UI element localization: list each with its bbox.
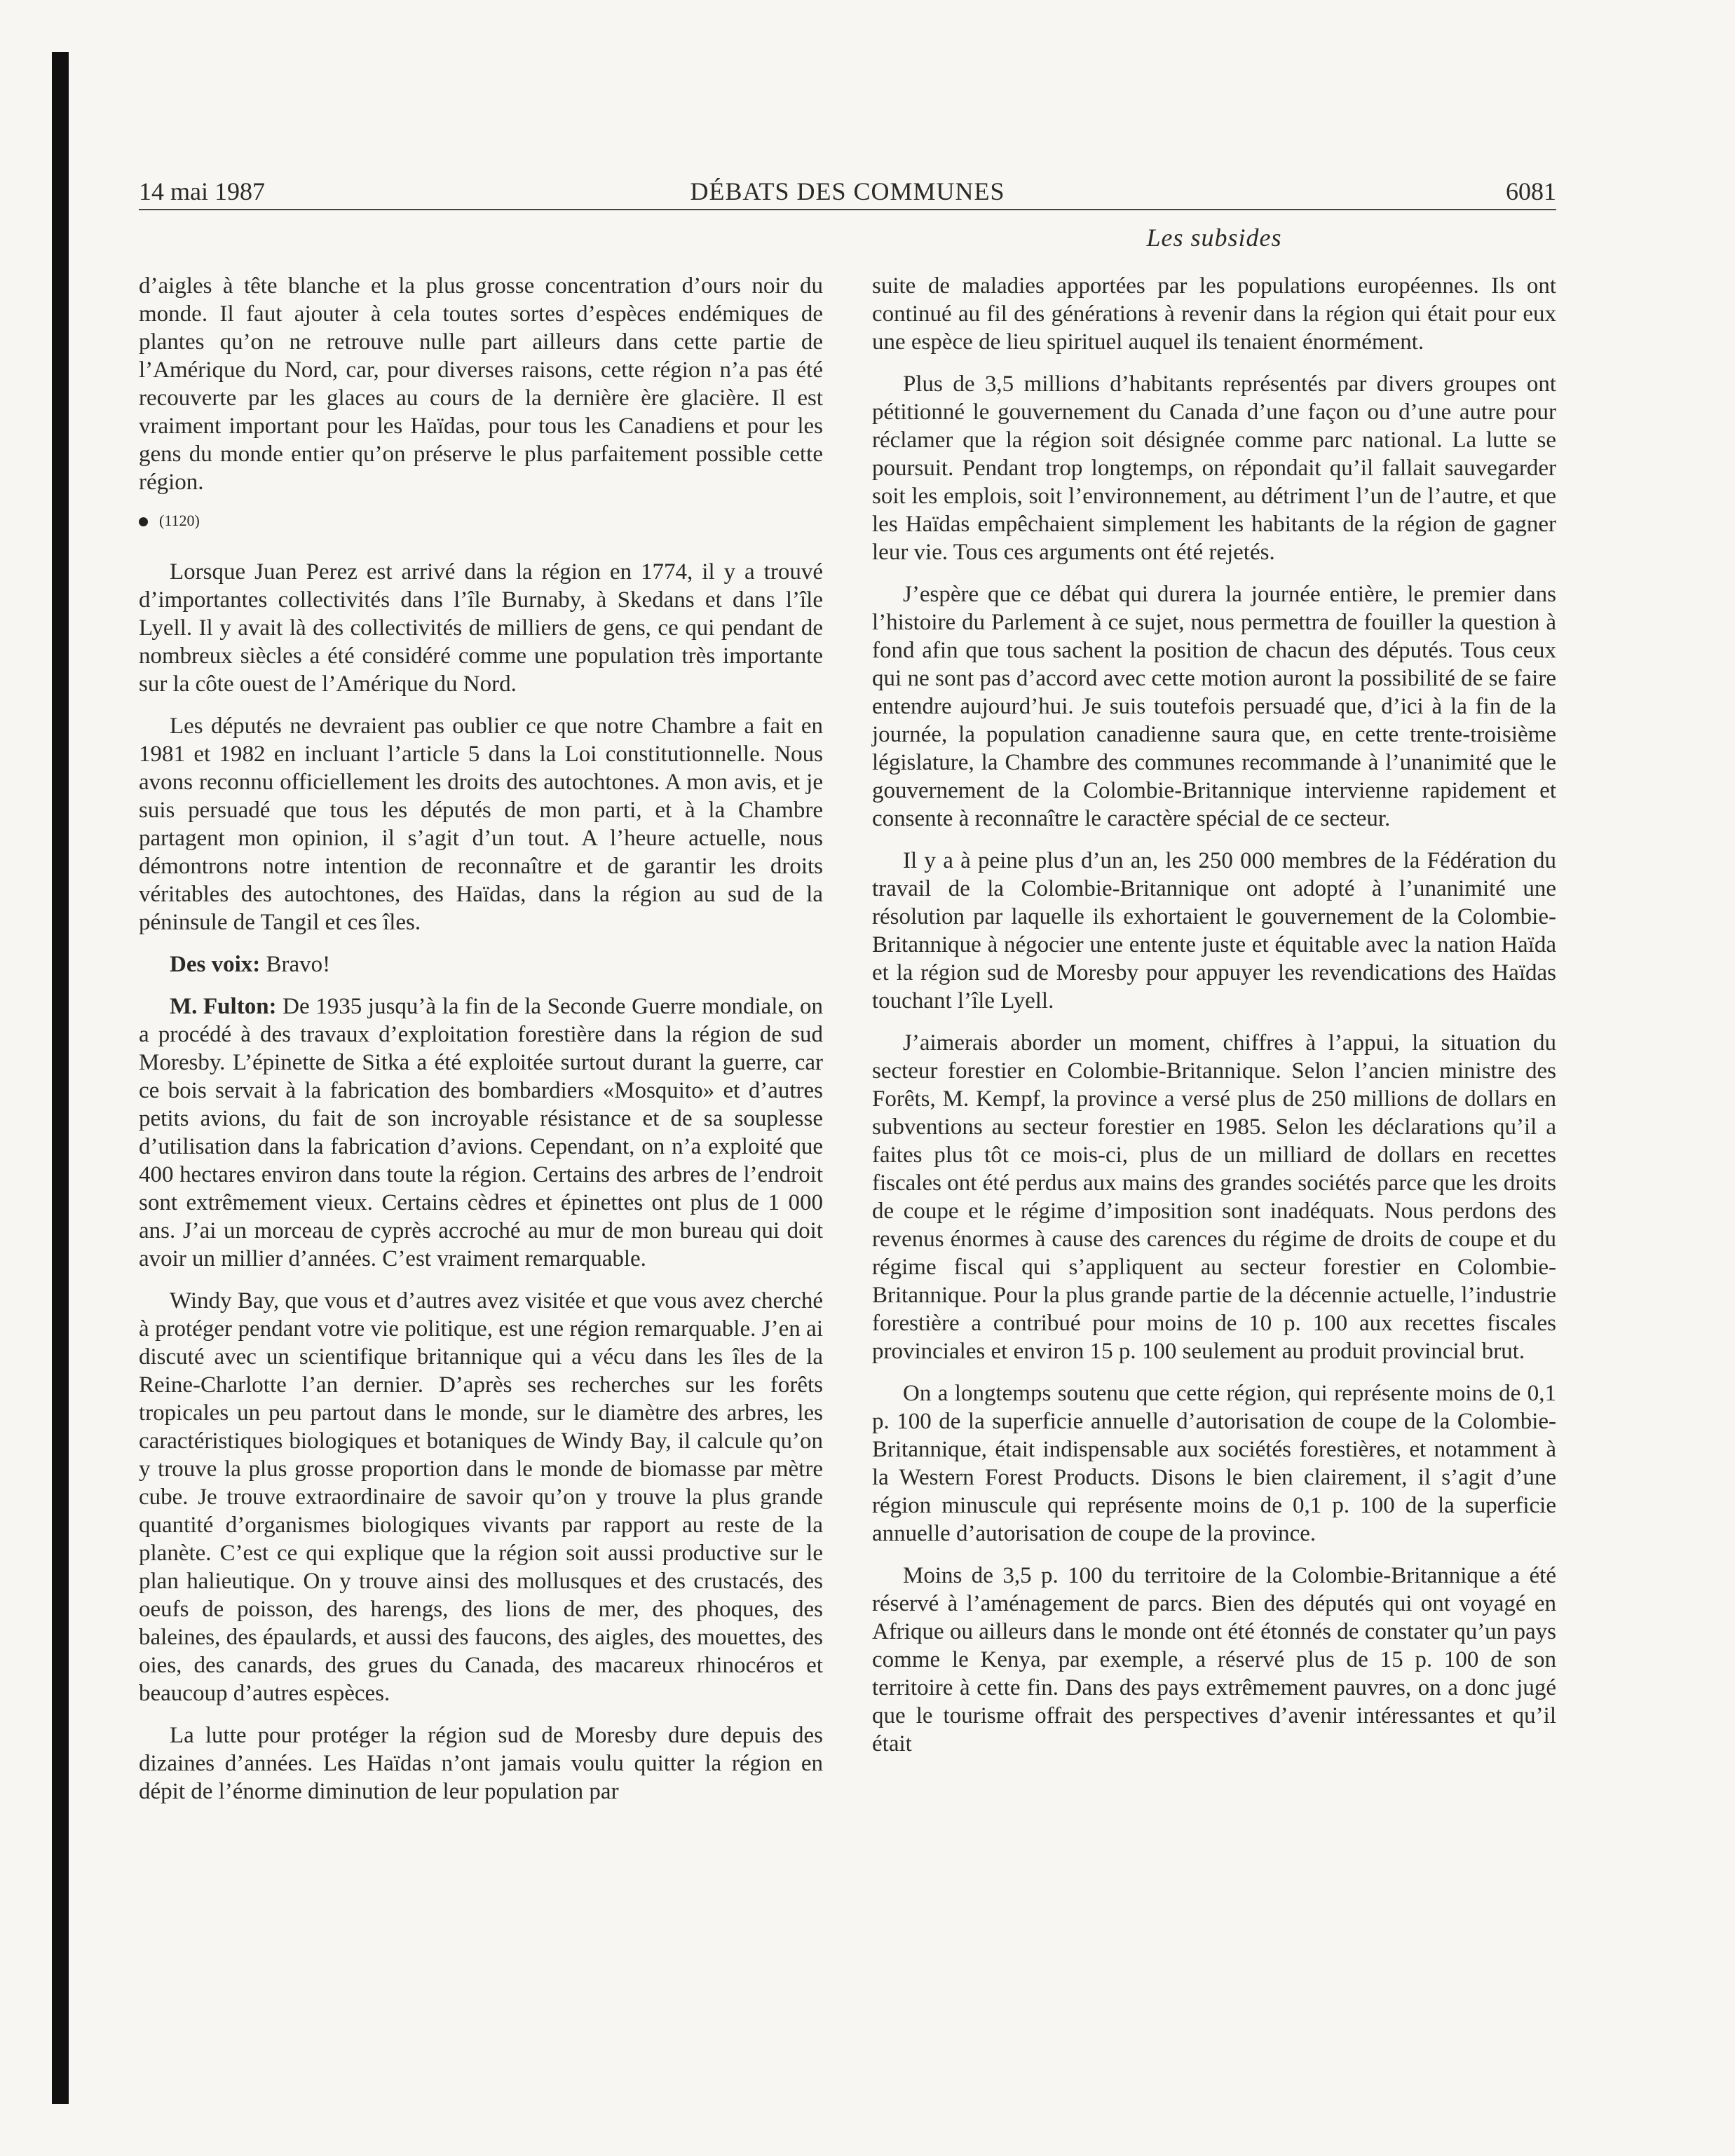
- header-publication: DÉBATS DES COMMUNES: [690, 177, 1005, 205]
- paragraph: J’aimerais aborder un moment, chiffres à l’appui, la situation du secteur forestier en Colombie-Britannique. Selon l’ancien ministre des Forêts, M. Kempf, la province a versé plus de 250 millions de dollars en subventions au secteur forestier en 1985. Selon les déclarations qu’il a faites plus tôt ce mois-ci, plus de un milliard de dollars en recettes fiscales ont été perdus aux mains des grandes sociétés parce que les droits de coupe et le régime d’imposition sont inadéquats. Nous perdons des revenus énormes à cause des carences du régime de droits de coupe et du régime fiscal qui s’appliquent au secteur forestier en Colombie-Britannique. Pour la plus grande partie de la décennie actuelle, l’industrie forestière a contribué pour moins de 10 p. 100 aux recettes fiscales provinciales et environ 15 p. 100 seulement au produit provincial brut.: [872, 1030, 1556, 1364]
- paragraph: Lorsque Juan Perez est arrivé dans la région en 1774, il y a trouvé d’importantes collectivités dans l’île Burnaby, à Skedans et dans l’île Lyell. Il y avait là des collectivités de milliers de gens, ce qui pendant de nombreux siècles a été considéré comme une population très importante sur la côte ouest de l’Amérique du Nord.: [139, 559, 823, 697]
- page-header: [139, 174, 1556, 210]
- paragraph: Moins de 3,5 p. 100 du territoire de la Colombie-Britannique a été réservé à l’aménagement de parcs. Bien des députés qui ont voyagé en Afrique ou ailleurs dans le monde ont été étonnés de constater qu’un pays comme le Kenya, par exemple, a réservé plus de 15 p. 100 de son territoire à cette fin. Dans des pays extrêmement pauvres, on a donc jugé que le tourisme offrait des perspectives d’avenir intéressantes et qu’il était: [872, 1563, 1556, 1756]
- section-title: Les subsides: [1146, 224, 1282, 252]
- time-marker-label: (1120): [159, 512, 200, 529]
- paragraph: d’aigles à tête blanche et la plus grosse concentration d’ours noir du monde. Il faut ajouter à cela toutes sortes d’espèces endémiques de plantes qu’on ne retrouve nulle part ailleurs dans cette partie de l’Amérique du Nord, car, pour diverses raisons, cette région n’a pas été recouverte par les glaces au cours de la dernière ère glacière. Il est vraiment important pour les Haïdas, pour tous les Canadiens et pour les gens du monde entier qu’on préserve le plus parfaitement possible cette région.: [139, 273, 823, 495]
- speech-text: De 1935 jusqu’à la fin de la Seconde Guerre mondiale, on a procédé à des travaux d’exploitation forestière dans la région de sud Moresby. L’épinette de Sitka a été exploitée surtout durant la guerre, car ce bois servait à la fabrication des bombardiers «Mosquito» et d’autres petits avions, du fait de son incroyable résistance et de sa souplesse d’utilisation dans la fabrication d’avions. Cependant, on n’a exploité que 400 hectares environ dans toute la région. Certains des arbres de l’endroit sont extrêmement vieux. Certains cèdres et épinettes ont plus de 1 000 ans. J’ai un morceau de cyprès accroché au mur de mon bureau qui doit avoir un millier d’années. C’est vraiment remarquable.: [139, 994, 823, 1271]
- speaker-name: Des voix:: [170, 952, 261, 977]
- header-date: 14 mai 1987: [139, 177, 265, 205]
- scan-edge-bar: [52, 52, 69, 2104]
- right-column: [872, 272, 1556, 1772]
- paragraph: On a longtemps soutenu que cette région, qui représente moins de 0,1 p. 100 de la superficie annuelle d’autorisation de coupe de la Colombie-Britannique, était indispensable aux sociétés forestières, et notamment à la Western Forest Products. Disons le bien clairement, il s’agit d’une région minuscule qui représente moins de 0,1 p. 100 de la superficie annuelle d’autorisation de coupe de la province.: [872, 1381, 1556, 1546]
- left-column: [139, 272, 823, 1820]
- paragraph: Il y a à peine plus d’un an, les 250 000 membres de la Fédération du travail de la Colombie-Britannique ont adopté à l’unanimité une résolution par laquelle ils exhortaient le gouvernement de la Colombie-Britannique à négocier une entente juste et équitable avec la nation Haïda et la région sud de Moresby pour appuyer les revendications des Haïdas touchant l’île Lyell.: [872, 848, 1556, 1014]
- speaker-name: M. Fulton:: [170, 994, 277, 1019]
- bullet-icon: [139, 517, 148, 526]
- paragraph: La lutte pour protéger la région sud de Moresby dure depuis des dizaines d’années. Les Haïdas n’ont jamais voulu quitter la région en dépit de l’énorme diminution de leur population par: [139, 1723, 823, 1804]
- paragraph: Plus de 3,5 millions d’habitants représentés par divers groupes ont pétitionné le gouvernement du Canada d’une façon ou d’une autre pour réclamer que la région soit désignée comme parc national. La lutte se poursuit. Pendant trop longtemps, on répondait qu’il fallait sauvegarder soit les emplois, soit l’environnement, au détriment l’un de l’autre, et que les Haïdas empêchaient simplement les habitants de la région de gagner leur vie. Tous ces arguments ont été rejetés.: [872, 371, 1556, 565]
- time-marker: [139, 510, 823, 531]
- paragraph: J’espère que ce débat qui durera la journée entière, le premier dans l’histoire du Parlement à ce sujet, nous permettra de fouiller la question à fond afin que tous sachent la position de chacun des députés. Tous ceux qui ne sont pas d’accord avec cette motion auront la possibilité de se faire entendre aujourd’hui. Je suis toutefois persuadé que, d’ici à la fin de la journée, la population canadienne saura que, en cette trente-troisième législature, la Chambre des communes recommande à l’unanimité que le gouvernement de la Colombie-Britannique intervienne rapidement et consente à reconnaître le caractère spécial de ce secteur.: [872, 582, 1556, 831]
- paragraph: Les députés ne devraient pas oublier ce que notre Chambre a fait en 1981 et 1982 en incluant l’article 5 dans la Loi constitutionnelle. Nous avons reconnu officiellement les droits des autochtones. A mon avis, et je suis persuadé que tous les députés de mon parti, et à la Chambre partagent mon opinion, il s’agit d’un tout. A l’heure actuelle, nous démontrons notre intention de reconnaître et de garantir les droits véritables des autochtones, des Haïdas, dans la région au sud de la péninsule de Tangil et ces îles.: [139, 714, 823, 935]
- paragraph: Windy Bay, que vous et d’autres avez visitée et que vous avez cherché à protéger pendant votre vie politique, est une région remarquable. J’en ai discuté avec un scientifique britannique qui a vécu dans les îles de la Reine-Charlotte l’an dernier. D’après ses recherches sur les forêts tropicales un peu partout dans le monde, sur le diamètre des arbres, les caractéristiques biologiques et botaniques de Windy Bay, il calcule qu’on y trouve la plus grosse proportion dans le monde de biomasse par mètre cube. Je trouve extraordinaire de savoir qu’on y trouve la plus grande quantité d’organismes biologiques vivants par rapport au reste de la planète. C’est ce qui explique que la région soit aussi productive sur le plan halieutique. On y trouve ainsi des mollusques et des crustacés, des oeufs de poisson, des harengs, des lions de mer, des phoques, des baleines, des épaulards, et aussi des faucons, des aigles, des mouettes, des oies, des canards, des grues du Canada, des macareux rhinocéros et beaucoup d’autres espèces.: [139, 1288, 823, 1706]
- interjection: [139, 950, 823, 978]
- speech-paragraph: [139, 992, 823, 1273]
- paragraph: suite de maladies apportées par les populations européennes. Ils ont continué au fil des générations à revenir dans la région qui était pour eux une espèce de lieu spirituel auquel ils tenaient énormément.: [872, 273, 1556, 355]
- header-page-number: 6081: [1506, 177, 1556, 205]
- interjection-text: Bravo!: [260, 952, 331, 977]
